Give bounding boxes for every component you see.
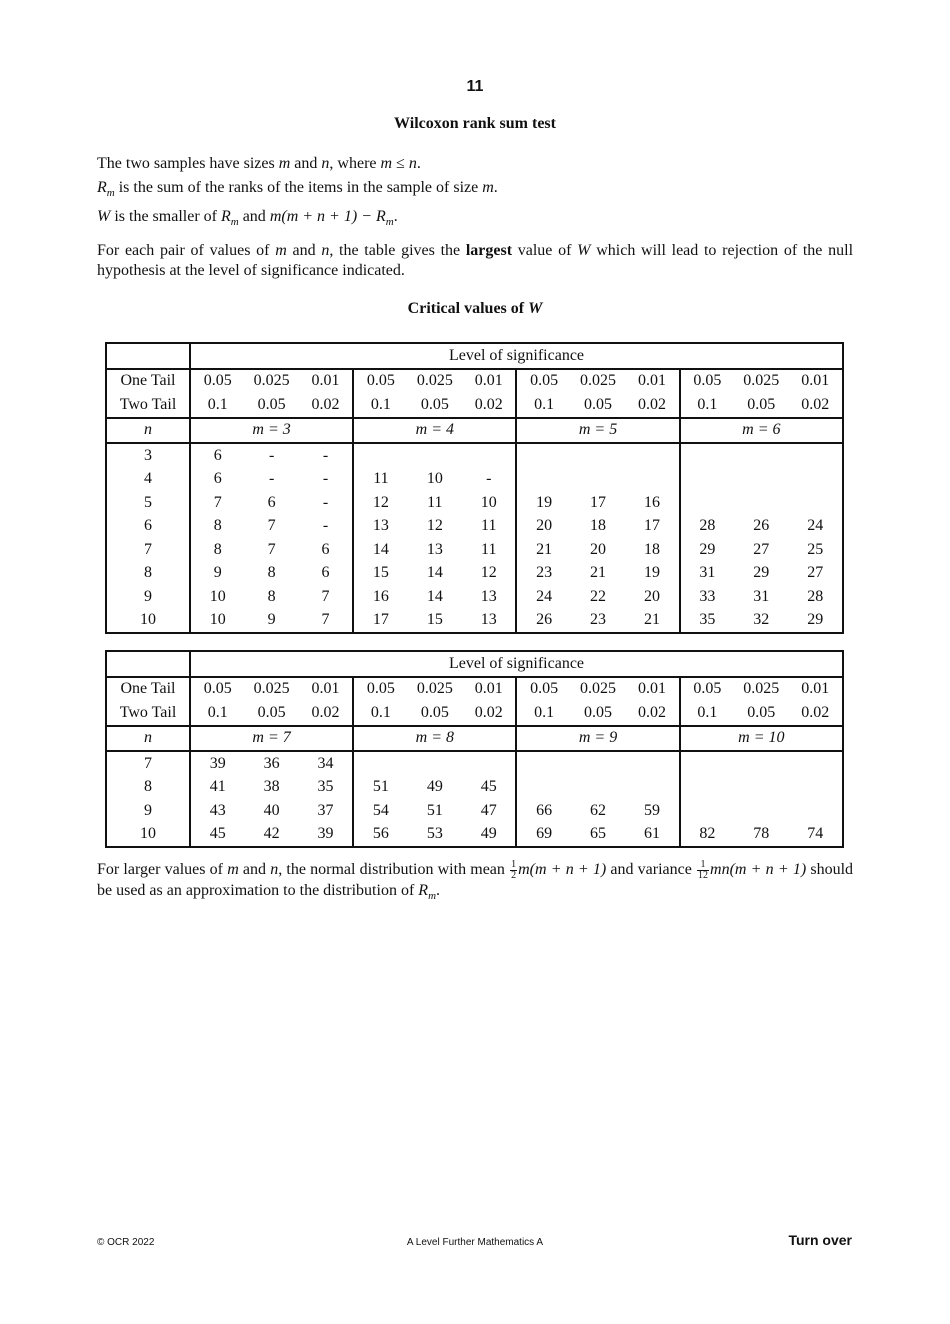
critical-value-cell: 10: [190, 609, 244, 634]
critical-value-cell: [788, 799, 843, 823]
critical-value-cell: 11: [481, 540, 497, 558]
text: , the normal distribution with mean: [278, 861, 510, 879]
critical-value-cell: 29: [788, 609, 843, 634]
critical-value-cell: [734, 799, 788, 823]
n-column-header: n: [106, 418, 190, 444]
m-group-header: m = 5: [516, 418, 679, 444]
critical-value-cell: 20: [516, 515, 570, 539]
level-of-significance-header: Level of significance: [190, 651, 843, 677]
expression: m(m + n + 1) − R: [269, 208, 386, 226]
two-tail-level: 0.05: [420, 703, 449, 721]
critical-value-cell: 7: [321, 587, 330, 605]
critical-value-cell: 25: [788, 538, 843, 562]
critical-value-cell: 24: [516, 585, 570, 609]
critical-value-cell: 51: [426, 801, 443, 819]
critical-value-cell: 78: [734, 823, 788, 848]
text: and variance: [606, 861, 697, 879]
critical-value-cell: [462, 443, 516, 468]
critical-value-cell: 18: [590, 517, 607, 535]
critical-value-cell: 45: [480, 778, 497, 796]
critical-value-cell: 82: [680, 823, 734, 848]
critical-value-cell: 33: [680, 585, 734, 609]
one-tail-level: 0.05: [516, 677, 570, 702]
var-m: m: [278, 155, 291, 172]
one-tail-label: One Tail: [106, 677, 190, 702]
one-tail-level: 0.01: [788, 369, 843, 394]
critical-value-cell: [571, 776, 625, 800]
critical-values-table-1: [105, 342, 844, 634]
critical-value-cell: 26: [516, 609, 570, 634]
row-n-value: 9: [106, 585, 190, 609]
critical-value-cell: 29: [753, 564, 770, 582]
one-tail-level: 0.05: [190, 369, 244, 394]
one-tail-level: 0.025: [571, 677, 625, 702]
critical-value-cell: [625, 443, 679, 468]
critical-value-cell: 20: [590, 540, 607, 558]
critical-value-cell: [788, 491, 843, 515]
table-row: [106, 491, 843, 515]
critical-value-cell: [571, 468, 625, 492]
two-tail-level: 0.1: [680, 701, 734, 726]
critical-value-cell: 21: [590, 564, 607, 582]
one-tail-level: 0.01: [625, 369, 679, 394]
critical-value-cell: 10: [190, 585, 244, 609]
critical-value-cell: 28: [680, 515, 734, 539]
critical-value-cell: 7: [267, 517, 276, 535]
two-tail-level: 0.02: [311, 703, 340, 721]
table-row: [106, 799, 843, 823]
one-tail-level: 0.01: [462, 677, 516, 702]
critical-value-cell: 35: [317, 778, 334, 796]
subscript-m: m: [385, 216, 394, 229]
critical-value-cell: 41: [190, 776, 244, 800]
critical-value-cell: [625, 751, 679, 776]
critical-value-cell: 54: [353, 799, 407, 823]
critical-value-cell: 39: [190, 751, 244, 776]
critical-value-cell: 16: [643, 493, 660, 511]
row-n-value: 8: [106, 776, 190, 800]
one-tail-level: 0.025: [244, 677, 298, 702]
critical-value-cell: 6: [321, 540, 330, 558]
two-tail-level: 0.05: [420, 395, 449, 413]
subscript-m: m: [230, 216, 239, 229]
var-m: m: [482, 179, 494, 196]
critical-value-cell: 12: [480, 564, 497, 582]
caption-text: Critical values of: [407, 300, 529, 317]
critical-values-table-2: [105, 650, 844, 848]
table-row: [106, 609, 843, 634]
var-n: n: [321, 155, 330, 172]
inequality: m ≤ n: [380, 155, 417, 172]
critical-value-cell: 8: [267, 564, 276, 582]
critical-value-cell: 8: [190, 515, 244, 539]
critical-value-cell: 12: [353, 491, 407, 515]
two-tail-level: 0.1: [190, 393, 244, 418]
critical-value-cell: 47: [480, 801, 497, 819]
variance-expression: mn(m + n + 1): [710, 861, 807, 879]
two-tail-label: Two Tail: [106, 701, 190, 726]
critical-value-cell: [788, 468, 843, 492]
one-tail-level: 0.025: [734, 677, 788, 702]
two-tail-level: 0.05: [584, 703, 613, 721]
table-row: [106, 468, 843, 492]
footer-course: A Level Further Mathematics A: [406, 1237, 544, 1248]
critical-value-cell: 29: [680, 538, 734, 562]
one-tail-level: 0.05: [516, 369, 570, 394]
two-tail-level: 0.1: [680, 393, 734, 418]
critical-value-cell: 17: [353, 609, 407, 634]
critical-value-cell: 66: [516, 799, 570, 823]
one-tail-level: 0.01: [299, 369, 353, 394]
critical-value-cell: [734, 751, 788, 776]
critical-value-cell: [571, 751, 625, 776]
one-tail-level: 0.025: [408, 369, 462, 394]
text: For larger values of: [97, 861, 228, 879]
row-n-value: 4: [106, 468, 190, 492]
one-tail-level: 0.025: [734, 369, 788, 394]
one-tail-level: 0.025: [571, 369, 625, 394]
critical-value-cell: 31: [680, 562, 734, 586]
critical-value-cell: [353, 751, 407, 776]
denominator: 2: [511, 870, 517, 881]
critical-value-cell: [516, 443, 570, 468]
critical-value-cell: [625, 468, 679, 492]
critical-value-cell: [516, 776, 570, 800]
critical-value-cell: 13: [480, 587, 497, 605]
critical-value-cell: 11: [481, 517, 497, 535]
two-tail-level: 0.05: [584, 395, 613, 413]
one-tail-level: 0.025: [244, 369, 298, 394]
critical-value-cell: 6: [321, 564, 330, 582]
critical-value-cell: [408, 443, 462, 468]
critical-value-cell: 6: [190, 443, 244, 468]
text: which will lead to rejection of the null hypothesis at the level of significance indicated.: [97, 242, 854, 279]
table-row: [106, 515, 843, 539]
var-r: R: [418, 882, 429, 899]
text: .: [493, 179, 498, 196]
critical-value-cell: [734, 443, 788, 468]
row-n-value: 7: [106, 751, 190, 776]
critical-value-cell: 14: [426, 587, 443, 605]
fraction-twelfth: [697, 860, 709, 881]
critical-value-cell: 21: [625, 609, 679, 634]
critical-value-cell: 9: [244, 609, 298, 634]
one-tail-level: 0.025: [408, 677, 462, 702]
critical-value-cell: 35: [680, 609, 734, 634]
critical-value-cell: 61: [625, 823, 679, 848]
critical-value-cell: 32: [734, 609, 788, 634]
critical-value-cell: [680, 491, 734, 515]
critical-value-cell: 21: [516, 538, 570, 562]
section-title: Wilcoxon rank sum test: [394, 115, 556, 132]
critical-value-cell: [680, 776, 734, 800]
critical-value-cell: 10: [426, 470, 443, 488]
critical-value-cell: 19: [643, 564, 660, 582]
one-tail-level: 0.05: [353, 369, 407, 394]
critical-value-cell: [680, 751, 734, 776]
two-tail-level: 0.1: [353, 701, 407, 726]
critical-value-cell: [734, 776, 788, 800]
critical-value-cell: -: [268, 446, 275, 464]
critical-value-cell: 14: [426, 564, 443, 582]
two-tail-level: 0.1: [353, 393, 407, 418]
text: and: [290, 155, 322, 172]
critical-value-cell: 14: [353, 538, 407, 562]
critical-value-cell: [680, 468, 734, 492]
critical-value-cell: 22: [590, 587, 607, 605]
critical-value-cell: [462, 751, 516, 776]
two-tail-level: 0.02: [311, 395, 340, 413]
critical-value-cell: 11: [427, 493, 443, 511]
critical-value-cell: 39: [299, 823, 353, 848]
critical-value-cell: 49: [462, 823, 516, 848]
text: , the table gives the: [329, 242, 466, 259]
critical-value-cell: -: [268, 470, 275, 488]
critical-value-cell: [408, 751, 462, 776]
table-row: [106, 585, 843, 609]
critical-value-cell: 6: [267, 493, 276, 511]
subscript-m: m: [106, 187, 115, 200]
row-n-value: 6: [106, 515, 190, 539]
footer-copyright: © OCR 2022: [97, 1237, 155, 1248]
critical-value-cell: 28: [788, 585, 843, 609]
critical-value-cell: [788, 776, 843, 800]
critical-value-cell: [680, 443, 734, 468]
footer-turn-over: Turn over: [788, 1232, 852, 1248]
text: value of: [512, 242, 578, 259]
critical-value-cell: [734, 468, 788, 492]
one-tail-label: One Tail: [106, 369, 190, 394]
table-row: [106, 776, 843, 800]
text: .: [393, 208, 398, 226]
critical-value-cell: 53: [408, 823, 462, 848]
var-r: R: [220, 208, 231, 226]
critical-value-cell: [353, 443, 407, 468]
critical-value-cell: 13: [462, 609, 516, 634]
text: .: [436, 882, 441, 899]
critical-value-cell: 51: [353, 776, 407, 800]
intro-line-sizes: [97, 152, 857, 176]
numerator: 1: [697, 860, 709, 871]
header-blank-cell: [106, 651, 190, 677]
critical-value-cell: [571, 443, 625, 468]
critical-value-cell: 27: [753, 540, 770, 558]
two-tail-level: 0.05: [257, 395, 286, 413]
two-tail-level: 0.02: [637, 703, 666, 721]
critical-value-cell: 42: [244, 823, 298, 848]
one-tail-level: 0.05: [680, 369, 734, 394]
var-n: n: [270, 861, 279, 879]
m-group-header: m = 7: [190, 726, 353, 752]
two-tail-level: 0.05: [747, 395, 776, 413]
two-tail-level: 0.02: [637, 395, 666, 413]
text: For each pair of values of: [97, 242, 276, 259]
table-row: [106, 538, 843, 562]
critical-value-cell: 45: [190, 823, 244, 848]
critical-value-cell: 74: [788, 823, 843, 848]
critical-value-cell: 31: [753, 587, 770, 605]
critical-value-cell: 17: [643, 517, 660, 535]
critical-value-cell: 24: [788, 515, 843, 539]
critical-value-cell: 20: [643, 587, 660, 605]
critical-value-cell: 15: [408, 609, 462, 634]
text: , where: [329, 155, 381, 172]
critical-value-cell: 12: [426, 517, 443, 535]
critical-value-cell: 17: [590, 493, 607, 511]
critical-value-cell: 18: [643, 540, 660, 558]
critical-value-cell: [625, 776, 679, 800]
table-row: [106, 823, 843, 848]
critical-value-cell: 40: [263, 801, 280, 819]
explanation-paragraph: [97, 241, 853, 281]
page-number: 11: [466, 78, 484, 95]
table-row: [106, 443, 843, 468]
two-tail-level: 0.02: [788, 393, 843, 418]
one-tail-level: 0.01: [625, 677, 679, 702]
two-tail-level: 0.1: [516, 701, 570, 726]
table-caption: [0, 300, 950, 318]
one-tail-level: 0.05: [190, 677, 244, 702]
two-tail-level: 0.05: [747, 703, 776, 721]
one-tail-level: 0.05: [680, 677, 734, 702]
var-m: m: [275, 242, 287, 259]
m-group-header: m = 10: [680, 726, 843, 752]
critical-value-cell: [680, 799, 734, 823]
text: The two samples have sizes: [97, 155, 279, 172]
critical-value-cell: 7: [267, 540, 276, 558]
critical-value-cell: 56: [353, 823, 407, 848]
critical-value-cell: 9: [190, 562, 244, 586]
one-tail-level: 0.05: [353, 677, 407, 702]
text: and: [238, 861, 271, 879]
two-tail-level: 0.1: [190, 701, 244, 726]
one-tail-level: 0.01: [299, 677, 353, 702]
row-n-value: 7: [106, 538, 190, 562]
critical-value-cell: 10: [480, 493, 497, 511]
var-r: R: [97, 179, 107, 196]
var-w: W: [97, 208, 111, 226]
two-tail-level: 0.1: [516, 393, 570, 418]
header-blank-cell: [106, 343, 190, 369]
one-tail-level: 0.01: [788, 677, 843, 702]
intro-line-w: [97, 205, 857, 234]
critical-value-cell: 38: [263, 778, 280, 796]
critical-value-cell: 49: [426, 778, 443, 796]
critical-value-cell: 11: [353, 468, 407, 492]
critical-value-cell: [516, 468, 570, 492]
critical-value-cell: 16: [353, 585, 407, 609]
fraction-half: [510, 860, 517, 881]
intro-line-rm: [97, 176, 857, 205]
critical-value-cell: [788, 443, 843, 468]
critical-value-cell: -: [322, 493, 329, 511]
numerator: 1: [511, 859, 517, 870]
text: is the sum of the ranks of the items in the sample of size: [114, 179, 483, 196]
critical-value-cell: -: [322, 470, 329, 488]
row-n-value: 9: [106, 799, 190, 823]
text: should be used as an approximation to the distribution of: [97, 861, 854, 899]
text: and: [238, 208, 270, 226]
critical-value-cell: 15: [353, 562, 407, 586]
mean-expression: m(m + n + 1): [518, 861, 607, 879]
denominator: 12: [698, 870, 709, 881]
row-n-value: 5: [106, 491, 190, 515]
var-n: n: [321, 242, 330, 259]
critical-value-cell: -: [486, 470, 492, 488]
row-n-value: 3: [106, 443, 190, 468]
critical-value-cell: [516, 751, 570, 776]
level-of-significance-header: Level of significance: [190, 343, 843, 369]
row-n-value: 8: [106, 562, 190, 586]
bold-largest: largest: [465, 242, 513, 259]
critical-value-cell: 26: [753, 517, 770, 535]
critical-value-cell: 19: [516, 491, 570, 515]
intro-block: [97, 152, 857, 234]
approximation-paragraph: [97, 860, 853, 906]
m-group-header: m = 4: [353, 418, 516, 444]
two-tail-level: 0.02: [474, 703, 503, 721]
critical-value-cell: -: [322, 517, 329, 535]
critical-value-cell: [734, 491, 788, 515]
one-tail-level: 0.01: [462, 369, 516, 394]
two-tail-label: Two Tail: [106, 393, 190, 418]
var-w: W: [528, 300, 543, 317]
m-group-header: m = 9: [516, 726, 679, 752]
critical-value-cell: 62: [590, 801, 607, 819]
n-column-header: n: [106, 726, 190, 752]
critical-value-cell: 13: [426, 540, 443, 558]
row-n-value: 10: [106, 823, 190, 848]
m-group-header: m = 8: [353, 726, 516, 752]
critical-value-cell: 69: [516, 823, 570, 848]
table-row: [106, 751, 843, 776]
text: is the smaller of: [110, 208, 221, 226]
critical-value-cell: 65: [571, 823, 625, 848]
critical-value-cell: 34: [317, 754, 334, 772]
two-tail-level: 0.05: [257, 703, 286, 721]
critical-value-cell: 43: [190, 799, 244, 823]
critical-value-cell: 8: [267, 587, 276, 605]
critical-value-cell: 7: [299, 609, 353, 634]
table-row: [106, 562, 843, 586]
var-w: W: [577, 242, 591, 259]
critical-value-cell: -: [322, 446, 329, 464]
critical-value-cell: 37: [317, 801, 334, 819]
m-group-header: m = 6: [680, 418, 843, 444]
two-tail-level: 0.02: [474, 395, 503, 413]
critical-value-cell: 59: [643, 801, 660, 819]
text: and: [286, 242, 322, 259]
text: .: [416, 155, 421, 172]
row-n-value: 10: [106, 609, 190, 634]
critical-value-cell: 27: [788, 562, 843, 586]
critical-value-cell: 23: [516, 562, 570, 586]
critical-value-cell: 36: [263, 754, 280, 772]
two-tail-level: 0.02: [788, 701, 843, 726]
m-group-header: m = 3: [190, 418, 353, 444]
critical-value-cell: 7: [190, 491, 244, 515]
critical-value-cell: 6: [190, 468, 244, 492]
critical-value-cell: 23: [571, 609, 625, 634]
critical-value-cell: 8: [190, 538, 244, 562]
critical-value-cell: [788, 751, 843, 776]
subscript-m: m: [428, 890, 437, 903]
var-m: m: [227, 861, 239, 879]
critical-value-cell: 13: [353, 515, 407, 539]
